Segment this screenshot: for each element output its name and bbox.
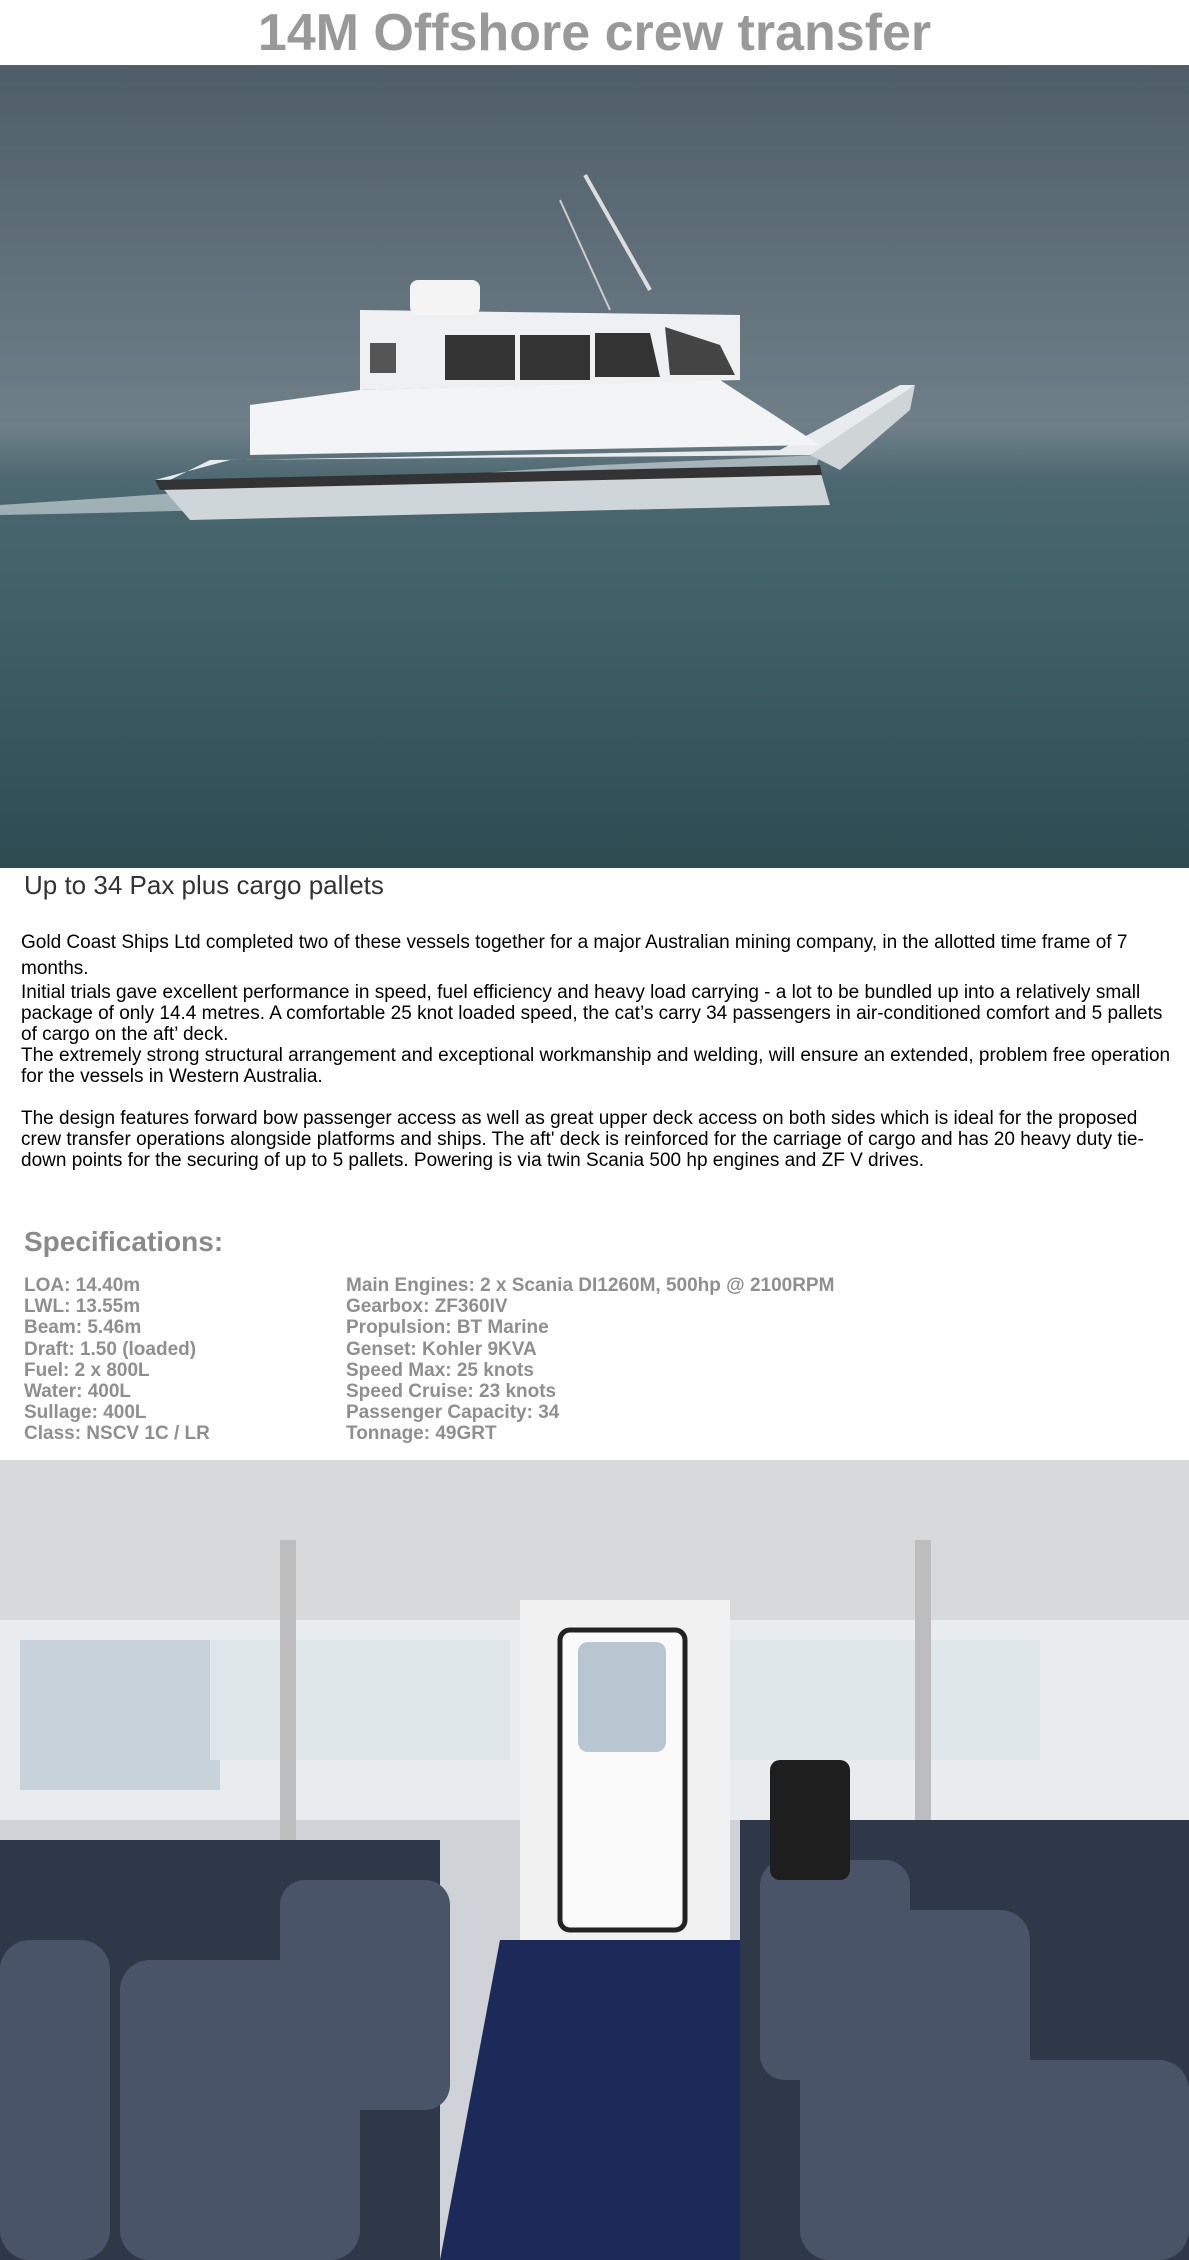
spec-row: LOA: 14.40m Main Engines: 2 x Scania DI1260M, 500hp @ 2100RPM (24, 1275, 835, 1296)
spec-row: Sullage: 400L Passenger Capacity: 34 (24, 1402, 560, 1424)
specifications-heading: Specifications: (24, 1226, 224, 1257)
spec-row: Draft: 1.50 (loaded) Genset: Kohler 9KVA (24, 1338, 537, 1360)
spec-row: LWL: 13.55m Gearbox: ZF360IV (24, 1296, 508, 1318)
vessel-exterior-photo (0, 65, 1189, 868)
spec-row: Water: 400L Speed Cruise: 23 knots (24, 1381, 557, 1403)
spec-row: Fuel: 2 x 800L Speed Max: 25 knots (24, 1359, 534, 1381)
specifications-list (24, 1275, 834, 1445)
paragraph: Gold Coast Ships Ltd completed two of these vessels together for a major Australian mining company, in the allotted time frame of 7 months. (21, 932, 1128, 979)
page-title: 14M Offshore crew transfer (257, 4, 932, 62)
section-subtitle: Up to 34 Pax plus cargo pallets (24, 870, 384, 900)
spec-row: Class: NSCV 1C / LR Tonnage: 49GRT (24, 1423, 497, 1445)
spec-row: Beam: 5.46m Propulsion: BT Marine (24, 1317, 549, 1339)
paragraph: The design features forward bow passenger access as well as great upper deck access on both sides which is ideal for the proposed crew transfer operations alongside platforms and ships. The aft' deck is reinforced for the carriage of cargo and has 20 heavy duty tie-down points for the securing of up to 5 pallets. Powering is via twin Scania 500 hp engines and ZF V drives. (21, 1108, 1144, 1171)
paragraph: Initial trials gave excellent performance in speed, fuel efficiency and heavy load carrying - a lot to be bundled up into a relatively small package of only 14.4 metres. A comfortable 25 knot loaded speed, the cat’s carry 34 passengers in air-conditioned comfort and 5 pallets of cargo on the aft’ deck. (21, 982, 1163, 1045)
passenger-cabin-photo (0, 1460, 1189, 2260)
description-text (21, 930, 1171, 1171)
paragraph: The extremely strong structural arrangement and exceptional workmanship and welding, will ensure an extended, problem free operation for the vessels in Western Australia. (21, 1045, 1171, 1087)
